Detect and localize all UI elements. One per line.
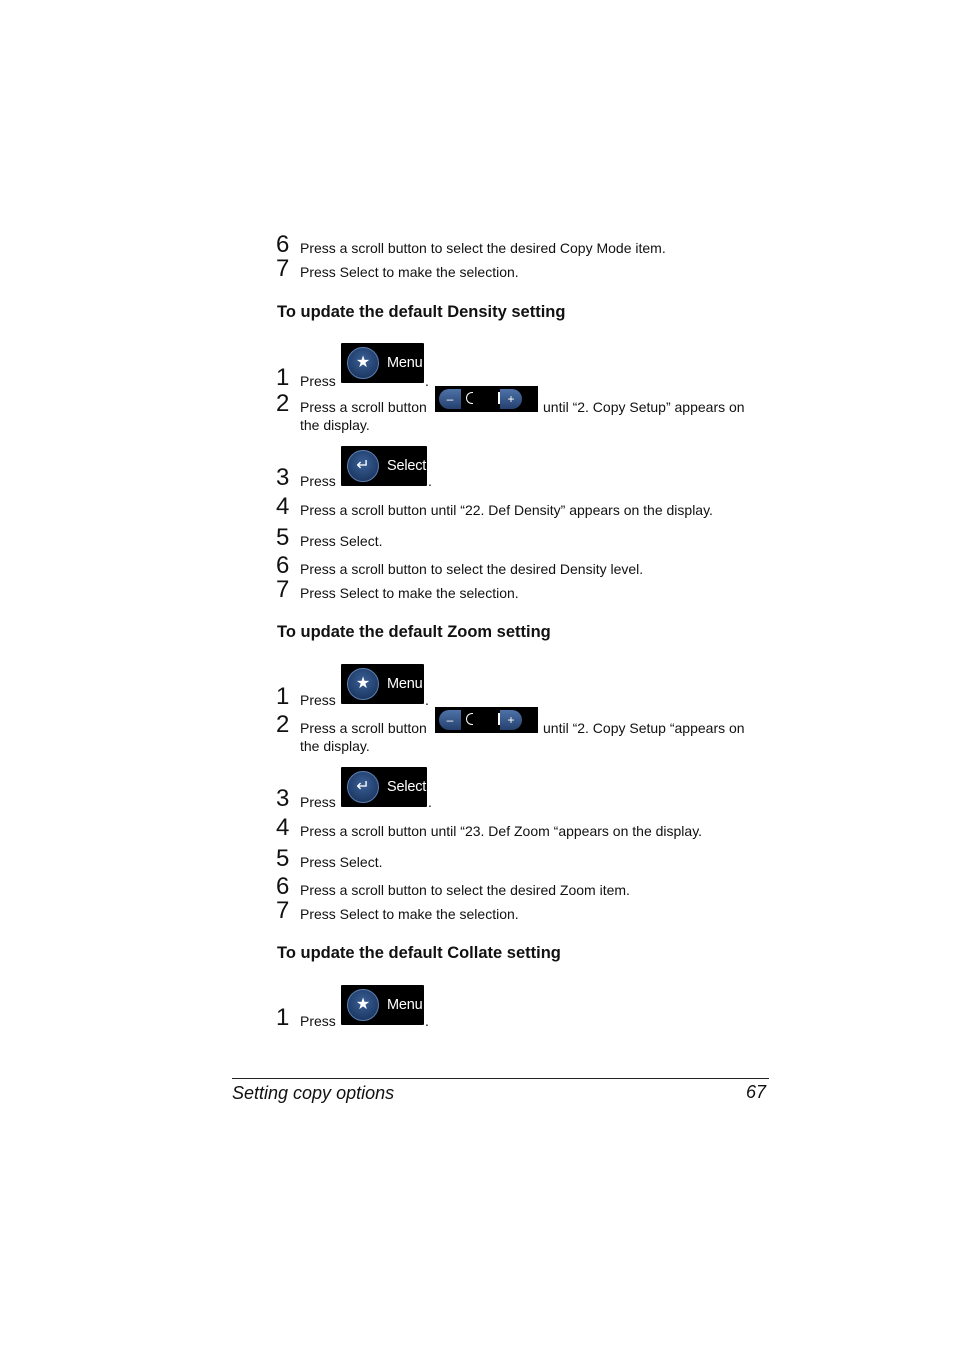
select-key-image [341,767,427,807]
step-number: 4 [276,493,290,520]
step-text-after: until “2. Copy Setup “appears on [543,720,745,736]
step-number: 5 [276,524,290,551]
scroll-buttons-image [435,707,538,733]
step-text: Press Select to make the selection. [300,906,519,922]
step-text: Press [300,692,336,708]
step-text: Press Select. [300,854,383,870]
step-text: Press [300,473,336,489]
footer-title: Setting copy options [232,1083,395,1103]
scroll-buttons-image [435,386,538,412]
step-number: 3 [276,785,290,812]
manual-page: 6 Press a scroll button to select the desired Copy Mode item. 7 Press Select to make the selection. To update the default Density setting 1 Press ★ Menu . 2 Press a scroll button – + until “2. Copy Setup” appears on the display. 3 Press ↵ Select . 4 Press a scroll button until “22. Def Density” appears on the display. 5 Press Select. 6 Press a scroll button to select the desired Density level. 7 Press Select to make the selection. To update the default Zoom setting 1 Press ★ Menu . 2 Press a scroll button – + until “2. Copy Setup “appears on the display. 3 Press ↵ Select . 4 Press a scroll button until “23. Def Zoom “appears on the display. 5 Press Select. 6 Press a scroll button to select the desired Zoom item. 7 Press Select to make the selection. To update the default Collate setting 1 Press ★ Menu . Setting copy options 67 [0,0,954,1351]
star-icon: ★ [347,989,379,1021]
enter-arrow-icon: ↵ [347,771,379,803]
enter-arrow-icon: ↵ [347,450,379,482]
step-text: Press [300,373,336,389]
section-heading-density: To update the default Density setting [277,303,566,321]
step-number: 4 [276,814,290,841]
page-number: 67 [746,1082,767,1102]
step-number: 7 [276,255,290,282]
section-heading-collate: To update the default Collate setting [277,944,561,962]
step-number: 7 [276,897,290,924]
step-text: Press a scroll button [300,720,427,736]
step-text: Press a scroll button to select the desired Copy Mode item. [300,240,666,256]
step-number: 2 [276,390,290,417]
minus-icon: – [439,389,461,409]
footer-rule [232,1078,769,1079]
step-text: Press Select to make the selection. [300,585,519,601]
menu-key-label: Menu [387,676,423,692]
menu-key-label: Menu [387,997,423,1013]
menu-key-image [341,664,424,704]
step-text: Press [300,1013,336,1029]
step-text-line2: the display. [300,417,370,433]
step-text: Press Select. [300,533,383,549]
step-number: 7 [276,576,290,603]
step-number: 3 [276,464,290,491]
star-icon: ★ [347,347,379,379]
minus-icon: – [439,710,461,730]
step-number: 1 [276,364,290,391]
step-number: 2 [276,711,290,738]
step-number: 5 [276,845,290,872]
step-text: Press a scroll button to select the desired Zoom item. [300,882,630,898]
step-number: 6 [276,231,290,258]
star-icon: ★ [347,668,379,700]
menu-key-image [341,985,424,1025]
select-key-image [341,446,427,486]
section-heading-zoom: To update the default Zoom setting [277,623,551,641]
step-text: Press a scroll button until “22. Def Density” appears on the display. [300,502,713,518]
step-text: Press a scroll button [300,399,427,415]
menu-key-label: Menu [387,355,423,371]
plus-icon: + [500,710,522,730]
step-text: Press Select to make the selection. [300,264,519,280]
step-number: 1 [276,1004,290,1031]
select-key-label: Select [387,779,427,795]
lighter-icon [466,392,473,404]
step-number: 6 [276,552,290,579]
lighter-icon [466,713,473,725]
step-text: Press [300,794,336,810]
step-text-after: until “2. Copy Setup” appears on [543,399,745,415]
plus-icon: + [500,389,522,409]
step-text: Press a scroll button to select the desired Density level. [300,561,644,577]
step-text-line2: the display. [300,738,370,754]
step-text: Press a scroll button until “23. Def Zoom “appears on the display. [300,823,703,839]
select-key-label: Select [387,458,427,474]
step-number: 1 [276,683,290,710]
step-number: 6 [276,873,290,900]
menu-key-image [341,343,424,383]
